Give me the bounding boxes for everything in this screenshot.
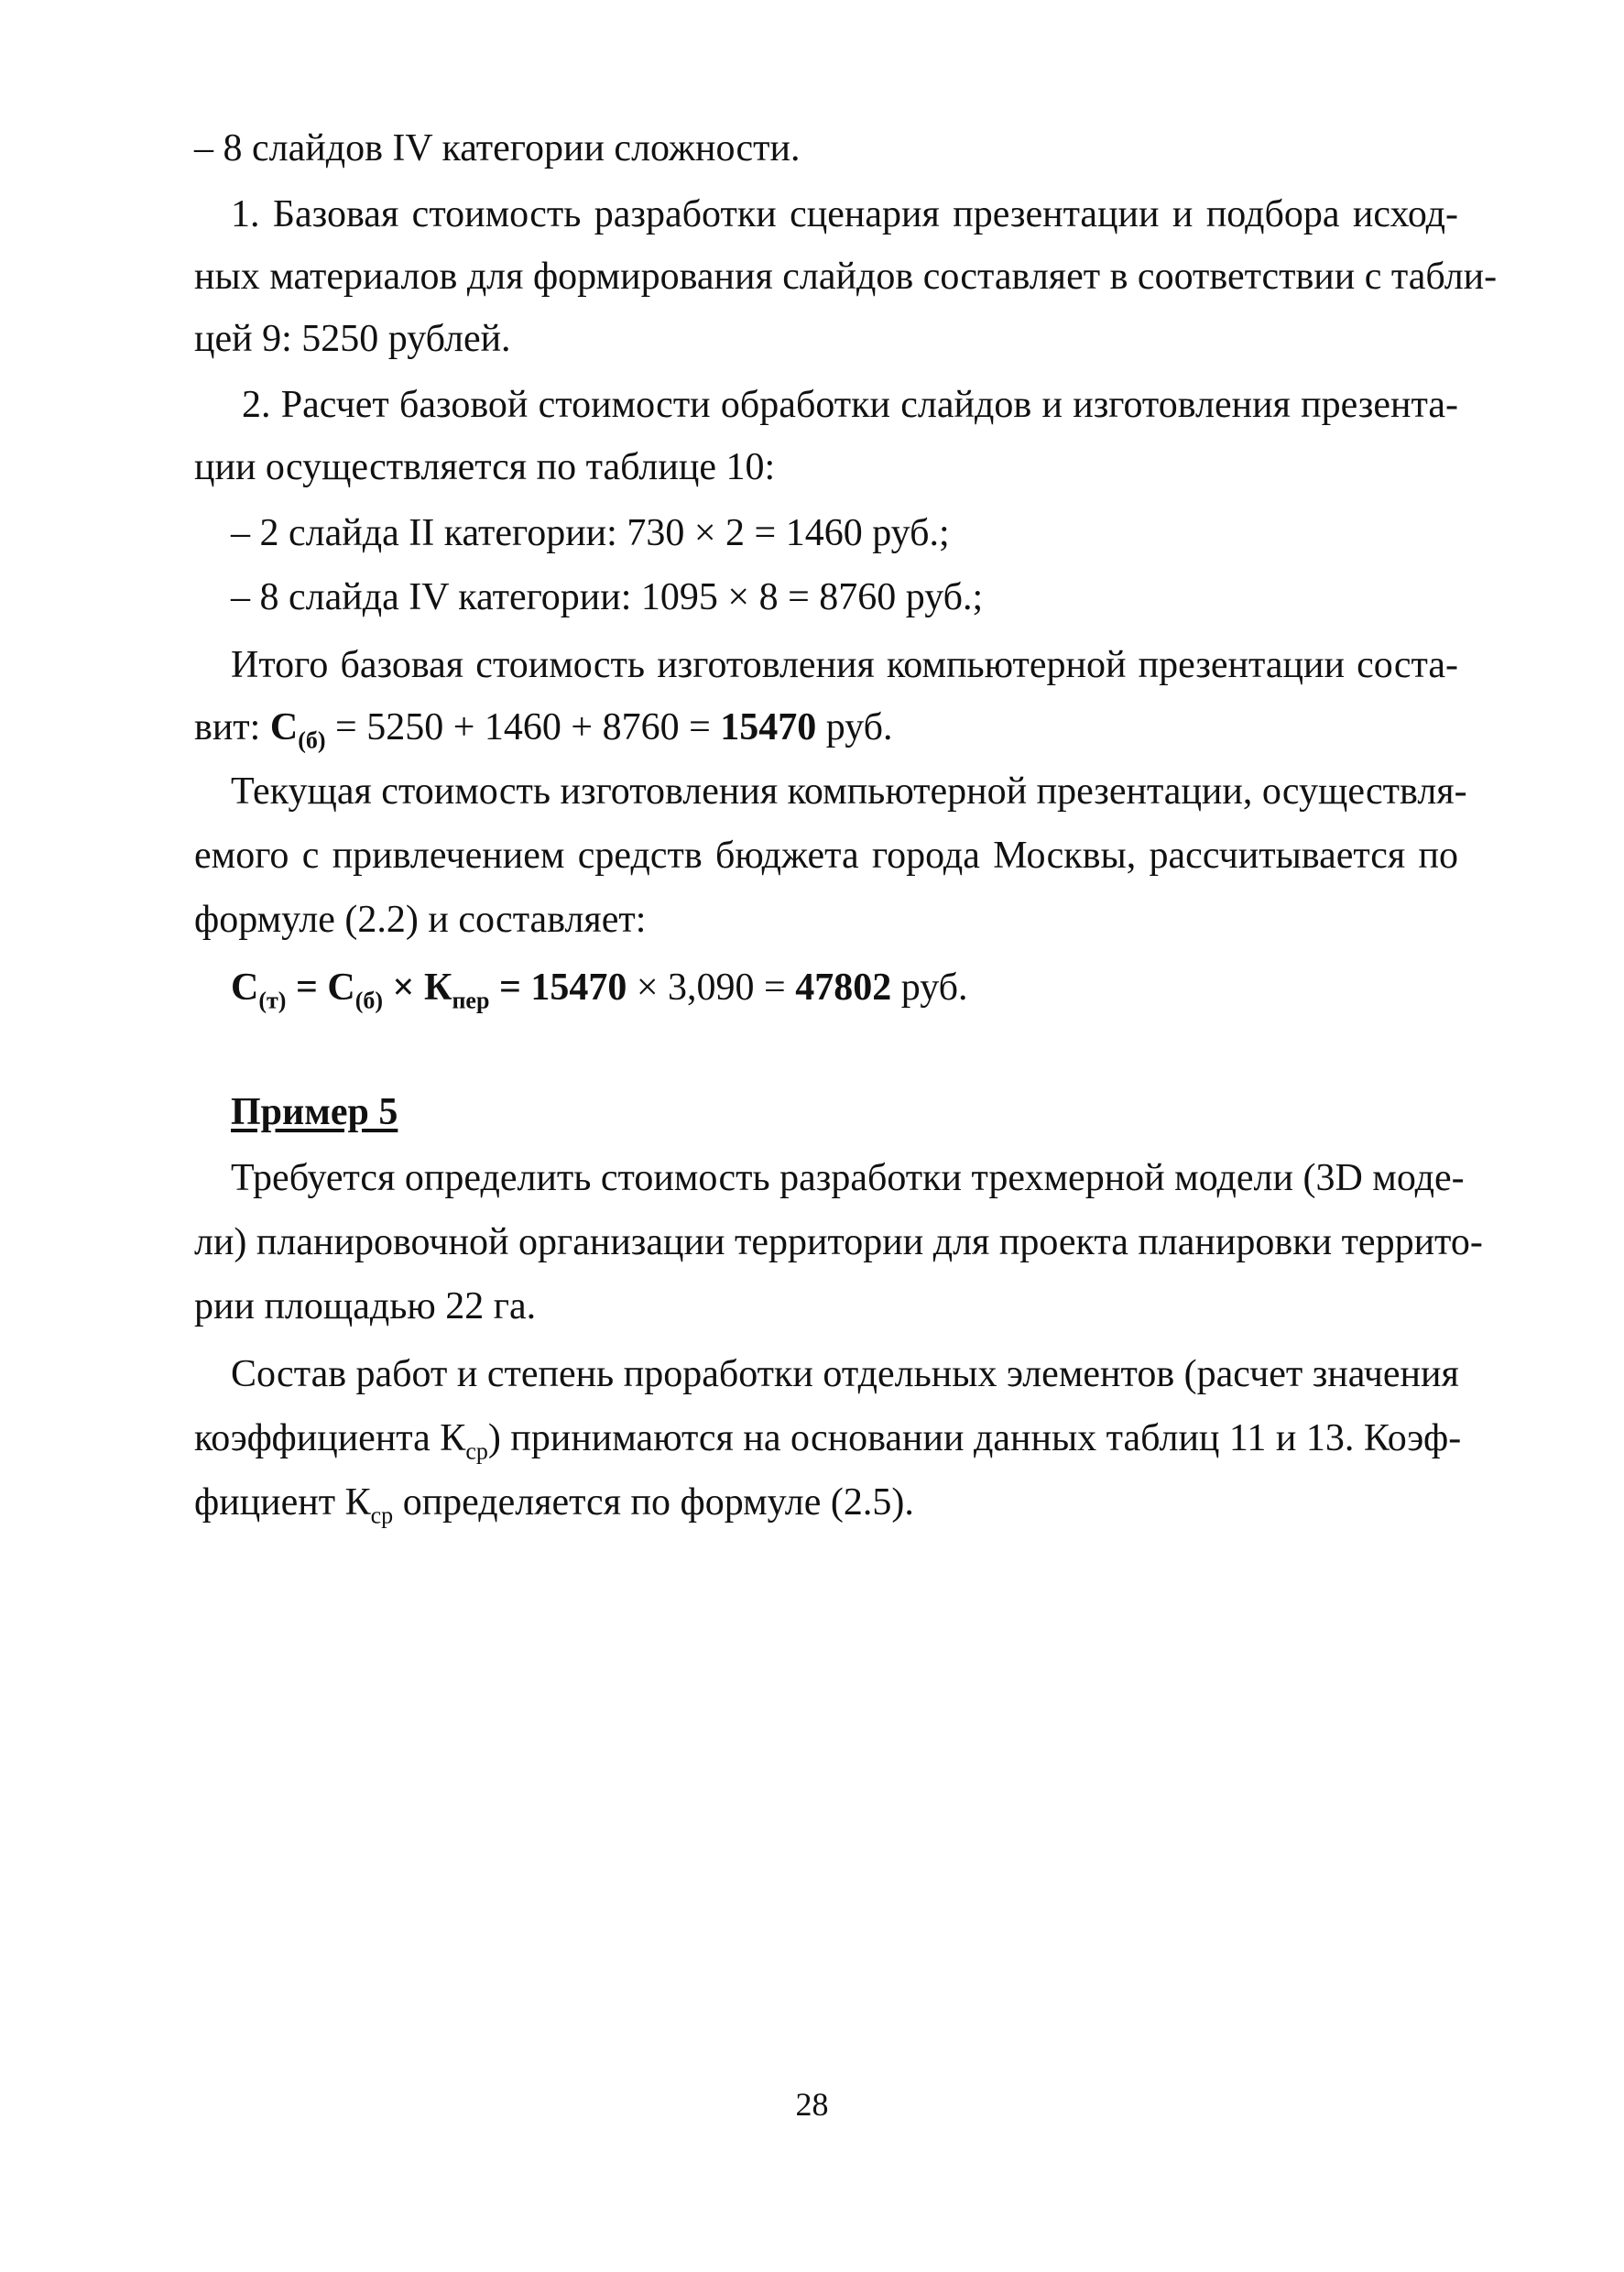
total-unit: руб. bbox=[816, 706, 893, 748]
total-prefix: вит: bbox=[194, 706, 270, 748]
paragraph-2-line-2: ции осуществляется по таблице 10: bbox=[194, 446, 776, 488]
total-paragraph-line-1: Итого базовая стоимость изготовления компьютерной презентации соста- bbox=[231, 644, 1458, 686]
coefficient-def-text: фициент К bbox=[194, 1481, 371, 1524]
coefficient-text-rest: ) принимаются на основании данных таблиц 11 и 13. Коэф- bbox=[487, 1417, 1462, 1459]
formula-times: × bbox=[383, 967, 424, 1009]
example-paragraph-line-2: ли) планировочной организации территории для проекта планировки террито- bbox=[194, 1221, 1483, 1263]
composition-paragraph-line-1: Состав работ и степень проработки отдельных элементов (расчет значения bbox=[231, 1353, 1459, 1395]
cost-subscript: (б) bbox=[298, 726, 326, 754]
example-paragraph-line-3: рии площадью 22 га. bbox=[194, 1285, 537, 1327]
coefficient-text-subscript: ср bbox=[465, 1437, 488, 1465]
total-expression: = 5250 + 1460 + 8760 = bbox=[325, 706, 721, 748]
cost-symbol: С bbox=[269, 706, 299, 748]
paragraph-1-line-2: ных материалов для формирования слайдов составляет в соответствии с табли- bbox=[194, 256, 1498, 298]
formula-result: 47802 bbox=[795, 967, 892, 1009]
current-cost-line-1: Текущая стоимость изготовления компьютерной презентации, осуществля- bbox=[231, 770, 1467, 813]
composition-paragraph-line-2 bbox=[194, 1415, 1461, 1475]
formula-equals-2: = bbox=[489, 967, 531, 1009]
current-cost-symbol: С bbox=[231, 967, 259, 1009]
coefficient-subscript: пер bbox=[452, 987, 490, 1014]
current-cost-line-2: емого с привлечением средств бюджета города Москвы, рассчитывается по bbox=[194, 835, 1458, 877]
list-item-slides-iv-cost: – 8 слайда IV категории: 1095 × 8 = 8760 руб.; bbox=[231, 576, 984, 618]
current-cost-formula bbox=[231, 964, 968, 1024]
base-cost-symbol: С bbox=[327, 967, 355, 1009]
formula-unit: руб. bbox=[891, 967, 968, 1009]
total-value: 15470 bbox=[720, 706, 817, 748]
example-paragraph-line-1: Требуется определить стоимость разработки трехмерной модели (3D моде- bbox=[231, 1157, 1465, 1199]
formula-equals-1: = bbox=[286, 967, 328, 1009]
current-cost-line-3: формуле (2.2) и составляет: bbox=[194, 899, 647, 941]
coefficient-symbol: К bbox=[423, 967, 452, 1009]
list-item-slides-iv: – 8 слайдов IV категории сложности. bbox=[194, 127, 801, 169]
total-paragraph-line-2 bbox=[194, 704, 893, 764]
formula-coefficient: × 3,090 = bbox=[627, 967, 796, 1009]
list-item-slides-ii-cost: – 2 слайда II категории: 730 × 2 = 1460 руб.; bbox=[231, 512, 950, 554]
paragraph-1-line-3: цей 9: 5250 рублей. bbox=[194, 318, 511, 360]
coefficient-def-subscript: ср bbox=[370, 1502, 394, 1529]
paragraph-1-line-1: 1. Базовая стоимость разработки сценария презентации и подбора исход- bbox=[231, 193, 1458, 235]
base-cost-subscript: (б) bbox=[354, 987, 384, 1014]
formula-base-value: 15470 bbox=[530, 967, 627, 1009]
paragraph-2-line-1: 2. Расчет базовой стоимости обработки слайдов и изготовления презента- bbox=[242, 384, 1458, 426]
current-cost-subscript: (т) bbox=[258, 987, 287, 1014]
example-heading: Пример 5 bbox=[231, 1091, 398, 1133]
coefficient-def-rest: определяется по формуле (2.5). bbox=[393, 1481, 914, 1524]
coefficient-text: коэффициента К bbox=[194, 1417, 466, 1459]
composition-paragraph-line-3 bbox=[194, 1479, 914, 1539]
page-number: 28 bbox=[795, 2086, 829, 2123]
